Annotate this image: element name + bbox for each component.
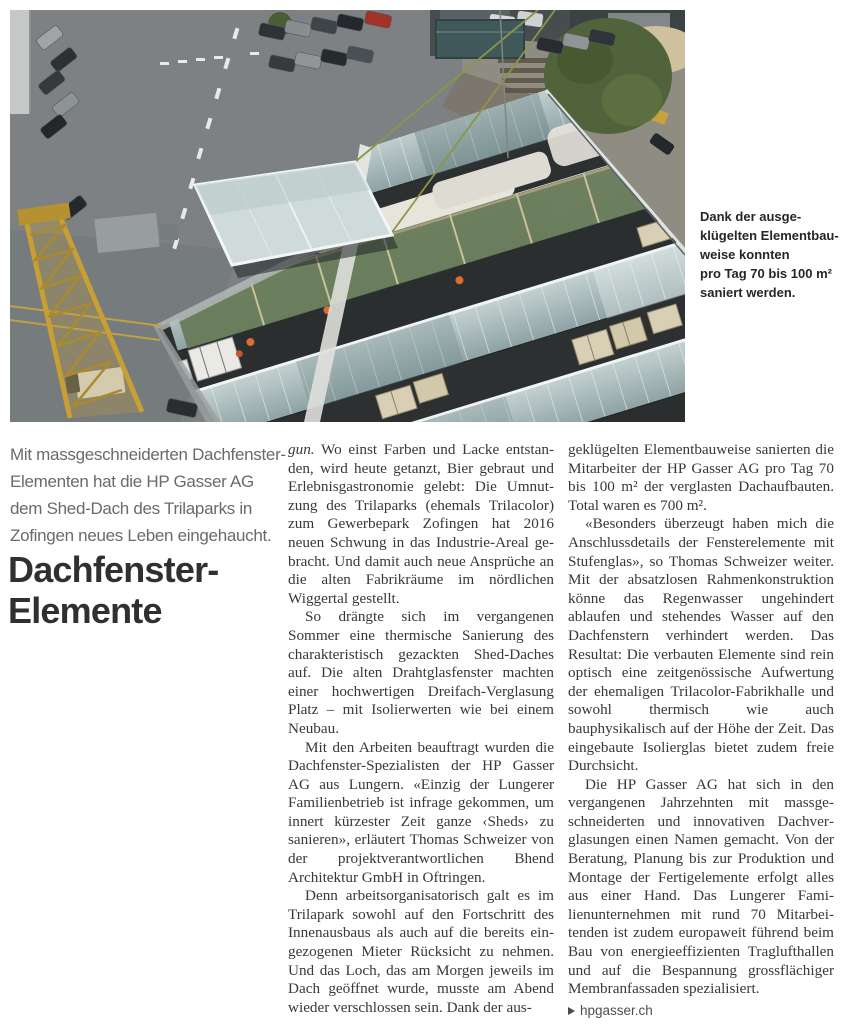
headline-line: Dachfenster- (8, 549, 219, 590)
photo-caption (700, 207, 842, 302)
article-lead (10, 441, 294, 549)
caption-line: Dank der ausge- (700, 209, 802, 224)
paragraph (288, 441, 554, 608)
caption-line: klügelten Elementbau- (700, 228, 839, 243)
lead-line: dem Shed-Dach des Trilaparks in (10, 499, 253, 518)
caption-line: weise konnten (700, 247, 790, 262)
article-headline (8, 549, 308, 631)
container (436, 20, 524, 58)
website-link: hpgasser.ch (580, 1002, 653, 1018)
arrow-right-icon (568, 1007, 575, 1015)
neighbor-building (10, 10, 30, 114)
paragraph: So drängte sich im vergangenen Sommer eine thermische Sanierung des charakteristisch gezackten Shed-Daches auf. Die alten Drahtglasfenster machten einer hochwertigen Dreifach-Verglasung Platz – mit Isolierwerten wie bei einem Neubau. (288, 608, 554, 737)
body-column-middle (288, 441, 554, 1019)
body-column-right (568, 441, 834, 1019)
paragraph: Die HP Gasser AG hat sich in den vergangenen Jahrzehnten mit massgeschneiderten und innovativen Dachverglasungen einen Namen gemacht. Von der Beratung, Planung bis zur Produktion und Montage der Fertigelemente erfolgt alles aus einer Hand. Das Lungerer Familienunternehmen mit rund 70 Mitarbeitenden ist zudem europaweit führend beim Bau von energieeffizienten Traglufthallen und auf die Bespannung grossflächiger Membranfassaden spezialisiert. (568, 775, 834, 998)
headline-line: Elemente (8, 590, 162, 631)
website-link-row (568, 1002, 834, 1019)
lead-line: Zofingen neues Leben eingehaucht. (10, 526, 272, 545)
scaffold (94, 213, 159, 253)
paragraph: Denn arbeitsorganisatorisch galt es im Trilapark sowohl auf den Fortschritt des Innenausbaus als auch auf die bereits eingezogenen Mieter Rücksicht zu nehmen. Und das Loch, das am Morgen jeweils im Dach geöffnet wurde, musste am Abend wieder verschlossen sein. Dank der aus- (288, 887, 554, 1016)
paragraph: «Besonders überzeugt haben mich die Anschlussdetails der Fensterelemente mit Stufenglas», so Thomas Schweizer weiter. Mit der absatzlosen Rahmenkonstruktion könne das Regenwasser ungehindert ablaufen und stehendes Wasser auf den Dachfenstern verhindert werden. Das Resultat: Die verbauten Elemente sind rein optisch eine zeitgenössische Aufwertung der ehemaligen Trilacolor-Fabrikhalle und sowohl thermisch wie auch bauphysikalisch auf der Höhe der Zeit. Das eingebaute Isolierglas bietet zudem freie Durchsicht. (568, 515, 834, 775)
caption-line: pro Tag 70 bis 100 m² (700, 266, 832, 281)
caption-line: saniert werden. (700, 285, 796, 300)
aerial-photo (10, 10, 685, 422)
paragraph-text: Wo einst Farben und Lacke entstanden, wird heute getanzt, Bier gebraut und Erlebnisgastronomie gelebt: Die Umnutzung des Trilaparks (ehemals Trilacolor) zum Gewerbepark Zofingen hat 2016 neuen Schwung in das Industrie-Areal gebracht. Und damit auch neue Ansprüche an die alten Fabrikräume im nördlichen Wiggertal gestellt. (288, 441, 554, 607)
paragraph: Mit den Arbeiten beauftragt wurden die Dachfenster-Spezialisten der HP Gasser AG aus Lungern. «Einzig der Lungerer Familienbetrieb ist infrage gekommen, um innert kürzester Zeit ganze ‹Sheds› zu sanieren», erläutert Thomas Schweizer von der projektverantwortlichen Bhend Architektur GmbH in Oftringen. (288, 738, 554, 886)
author-abbreviation: gun. (288, 441, 315, 458)
paragraph: geklügelten Elementbauweise sanierten die Mitarbeiter der HP Gasser AG pro Tag 70 bis 100 m² der verglasten Dachaufbauten. Total waren es 700 m². (568, 441, 834, 514)
lead-line: Elementen hat die HP Gasser AG (10, 472, 254, 491)
lead-line: Mit massgeschneiderten Dachfenster- (10, 445, 286, 464)
